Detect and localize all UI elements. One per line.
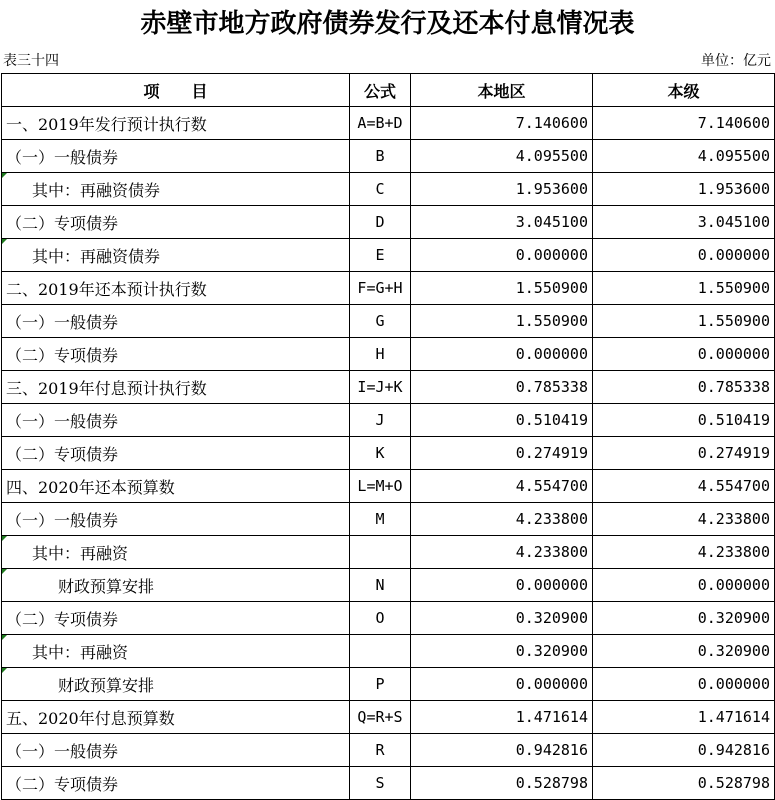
row-level-value <box>593 437 775 470</box>
row-formula <box>350 734 411 767</box>
row-level-value <box>593 107 775 140</box>
table-row <box>2 767 775 800</box>
row-local-value-text: 1.953600 <box>515 180 588 198</box>
row-formula <box>350 536 411 569</box>
row-formula <box>350 206 411 239</box>
row-formula <box>350 272 411 305</box>
row-local-value <box>411 437 593 470</box>
row-local-value-text: 4.554700 <box>515 477 588 495</box>
row-level-value <box>593 602 775 635</box>
row-level-value-text: 0.000000 <box>697 675 770 693</box>
row-formula-text: K <box>375 444 385 462</box>
row-level-value <box>593 338 775 371</box>
row-local-value <box>411 668 593 701</box>
row-local-value-text: 0.510419 <box>515 411 588 429</box>
row-formula <box>350 305 411 338</box>
row-label <box>2 470 350 503</box>
row-level-value-text: 4.095500 <box>697 147 770 165</box>
row-level-value-text: 4.554700 <box>697 477 770 495</box>
table-row <box>2 536 775 569</box>
row-local-value-text: 0.942816 <box>515 741 588 759</box>
table-row <box>2 173 775 206</box>
row-level-value-text: 1.953600 <box>697 180 770 198</box>
row-level-value-text: 0.320900 <box>697 642 770 660</box>
row-label-text: 一、2019年发行预计执行数 <box>6 114 207 134</box>
row-local-value <box>411 734 593 767</box>
cell-comment-marker <box>2 239 7 244</box>
row-formula <box>350 338 411 371</box>
row-local-value-text: 4.233800 <box>515 543 588 561</box>
row-local-value <box>411 239 593 272</box>
row-formula <box>350 437 411 470</box>
table-row <box>2 470 775 503</box>
row-label-text: （一）一般债券 <box>6 510 119 530</box>
table-row <box>2 437 775 470</box>
table-row <box>2 107 775 140</box>
row-label <box>2 338 350 371</box>
row-local-value-text: 0.000000 <box>515 246 588 264</box>
row-formula <box>350 602 411 635</box>
row-level-value <box>593 140 775 173</box>
row-label <box>2 635 350 668</box>
table-row <box>2 668 775 701</box>
table-row <box>2 206 775 239</box>
row-label-text: （二）专项债券 <box>6 213 119 233</box>
row-local-value-text: 0.000000 <box>515 576 588 594</box>
row-label <box>2 701 350 734</box>
table-row <box>2 734 775 767</box>
row-formula-text: R <box>375 741 385 759</box>
row-label-text: 财政预算安排 <box>58 675 155 695</box>
row-local-value-text: 0.320900 <box>515 642 588 660</box>
row-local-value-text: 3.045100 <box>515 213 588 231</box>
row-label-text: （二）专项债券 <box>6 444 119 464</box>
cell-comment-marker <box>2 635 7 640</box>
row-local-value-text: 1.471614 <box>515 708 588 726</box>
row-label <box>2 536 350 569</box>
cell-comment-marker <box>2 173 7 178</box>
row-label-text: （一）一般债券 <box>6 147 119 167</box>
row-level-value-text: 0.000000 <box>697 246 770 264</box>
row-level-value <box>593 371 775 404</box>
table-row <box>2 338 775 371</box>
row-formula <box>350 503 411 536</box>
cell-comment-marker <box>2 569 7 574</box>
row-label-text: 其中：再融资 <box>32 642 129 662</box>
row-formula-text: P <box>375 675 385 693</box>
row-local-value-text: 0.528798 <box>515 774 588 792</box>
row-formula <box>350 404 411 437</box>
row-formula <box>350 569 411 602</box>
row-level-value <box>593 272 775 305</box>
row-label-text: 财政预算安排 <box>58 576 155 596</box>
row-level-value-text: 4.233800 <box>697 543 770 561</box>
row-local-value-text: 4.095500 <box>515 147 588 165</box>
row-level-value <box>593 635 775 668</box>
row-formula-text: C <box>375 180 385 198</box>
row-local-value <box>411 305 593 338</box>
row-label <box>2 107 350 140</box>
table-row <box>2 701 775 734</box>
row-formula <box>350 767 411 800</box>
row-local-value <box>411 107 593 140</box>
row-local-value-text: 0.274919 <box>515 444 588 462</box>
row-level-value-text: 0.000000 <box>697 576 770 594</box>
row-label-text: 二、2019年还本预计执行数 <box>6 279 207 299</box>
table-row <box>2 503 775 536</box>
row-level-value <box>593 239 775 272</box>
row-local-value <box>411 404 593 437</box>
row-local-value <box>411 173 593 206</box>
row-local-value-text: 0.320900 <box>515 609 588 627</box>
row-formula-text: I=J+K <box>357 378 403 396</box>
unit-label: 单位：亿元 <box>701 53 771 69</box>
row-label <box>2 272 350 305</box>
row-level-value-text: 0.942816 <box>697 741 770 759</box>
header-level: 本级 <box>593 74 775 107</box>
row-local-value-text: 1.550900 <box>515 279 588 297</box>
row-formula-text: E <box>375 246 385 264</box>
row-label <box>2 371 350 404</box>
cell-comment-marker <box>2 668 7 673</box>
row-level-value-text: 0.510419 <box>697 411 770 429</box>
table-row <box>2 635 775 668</box>
row-local-value <box>411 140 593 173</box>
row-local-value <box>411 569 593 602</box>
row-local-value <box>411 635 593 668</box>
row-formula-text: J <box>375 411 385 429</box>
table-number: 表三十四 <box>3 53 59 69</box>
row-local-value <box>411 272 593 305</box>
row-label <box>2 206 350 239</box>
row-formula-text: F=G+H <box>357 279 403 297</box>
row-formula <box>350 239 411 272</box>
row-formula-text: S <box>375 774 385 792</box>
table-row <box>2 569 775 602</box>
row-formula-text: A=B+D <box>357 114 403 132</box>
row-label-text: （一）一般债券 <box>6 312 119 332</box>
table-row <box>2 404 775 437</box>
row-local-value <box>411 206 593 239</box>
row-local-value-text: 0.785338 <box>515 378 588 396</box>
row-formula <box>350 107 411 140</box>
row-formula-text: H <box>375 345 385 363</box>
row-level-value-text: 0.528798 <box>697 774 770 792</box>
row-label <box>2 239 350 272</box>
header-item: 项 目 <box>2 74 350 107</box>
table-row <box>2 140 775 173</box>
table-row <box>2 239 775 272</box>
row-local-value <box>411 338 593 371</box>
row-level-value <box>593 173 775 206</box>
row-label-text: 四、2020年还本预算数 <box>6 477 175 497</box>
row-label-text: 其中：再融资债券 <box>32 180 161 200</box>
row-level-value-text: 0.320900 <box>697 609 770 627</box>
row-formula-text: L=M+O <box>357 477 403 495</box>
row-level-value-text: 4.233800 <box>697 510 770 528</box>
row-local-value <box>411 602 593 635</box>
row-label <box>2 404 350 437</box>
row-label <box>2 305 350 338</box>
row-local-value-text: 0.000000 <box>515 675 588 693</box>
row-label-text: 其中：再融资债券 <box>32 246 161 266</box>
row-local-value-text: 4.233800 <box>515 510 588 528</box>
header-local: 本地区 <box>411 74 593 107</box>
row-local-value <box>411 371 593 404</box>
row-formula <box>350 701 411 734</box>
row-level-value <box>593 701 775 734</box>
row-level-value-text: 0.274919 <box>697 444 770 462</box>
row-label <box>2 173 350 206</box>
row-label <box>2 602 350 635</box>
row-label-text: 其中：再融资 <box>32 543 129 563</box>
header-formula: 公式 <box>350 74 411 107</box>
row-level-value-text: 7.140600 <box>697 114 770 132</box>
row-label-text: 五、2020年付息预算数 <box>6 708 175 728</box>
row-formula <box>350 470 411 503</box>
row-formula-text: B <box>375 147 385 165</box>
row-level-value-text: 1.550900 <box>697 312 770 330</box>
row-label <box>2 734 350 767</box>
header-row <box>2 74 775 107</box>
row-label-text: （一）一般债券 <box>6 411 119 431</box>
row-level-value <box>593 767 775 800</box>
row-level-value <box>593 536 775 569</box>
row-local-value <box>411 536 593 569</box>
row-label <box>2 668 350 701</box>
row-formula-text: M <box>375 510 385 528</box>
row-level-value <box>593 206 775 239</box>
cell-comment-marker <box>2 536 7 541</box>
row-local-value <box>411 470 593 503</box>
row-label-text: （二）专项债券 <box>6 774 119 794</box>
row-label <box>2 437 350 470</box>
row-label-text: 三、2019年付息预计执行数 <box>6 378 207 398</box>
row-local-value-text: 1.550900 <box>515 312 588 330</box>
row-formula-text: D <box>375 213 385 231</box>
page-title: 赤壁市地方政府债券发行及还本付息情况表 <box>140 9 635 39</box>
row-label-text: （一）一般债券 <box>6 741 119 761</box>
row-level-value-text: 3.045100 <box>697 213 770 231</box>
row-label-text: （二）专项债券 <box>6 609 119 629</box>
row-level-value <box>593 569 775 602</box>
row-label <box>2 767 350 800</box>
row-label <box>2 569 350 602</box>
row-level-value <box>593 734 775 767</box>
row-local-value <box>411 767 593 800</box>
debt-table <box>1 73 775 800</box>
row-formula <box>350 668 411 701</box>
row-level-value-text: 1.550900 <box>697 279 770 297</box>
row-level-value <box>593 404 775 437</box>
row-label-text: （二）专项债券 <box>6 345 119 365</box>
row-label <box>2 140 350 173</box>
row-label <box>2 503 350 536</box>
row-formula-text: G <box>375 312 385 330</box>
row-formula <box>350 635 411 668</box>
row-formula <box>350 140 411 173</box>
row-formula <box>350 173 411 206</box>
row-formula-text: N <box>375 576 385 594</box>
row-local-value-text: 0.000000 <box>515 345 588 363</box>
row-local-value-text: 7.140600 <box>515 114 588 132</box>
row-level-value <box>593 668 775 701</box>
row-formula <box>350 371 411 404</box>
row-formula-text: O <box>375 609 385 627</box>
table-row <box>2 305 775 338</box>
row-level-value-text: 0.000000 <box>697 345 770 363</box>
table-row <box>2 272 775 305</box>
row-level-value <box>593 470 775 503</box>
row-formula-text: Q=R+S <box>357 708 403 726</box>
row-local-value <box>411 701 593 734</box>
row-level-value-text: 1.471614 <box>697 708 770 726</box>
table-row <box>2 602 775 635</box>
table-row <box>2 371 775 404</box>
row-level-value <box>593 305 775 338</box>
row-level-value-text: 0.785338 <box>697 378 770 396</box>
row-local-value <box>411 503 593 536</box>
row-level-value <box>593 503 775 536</box>
